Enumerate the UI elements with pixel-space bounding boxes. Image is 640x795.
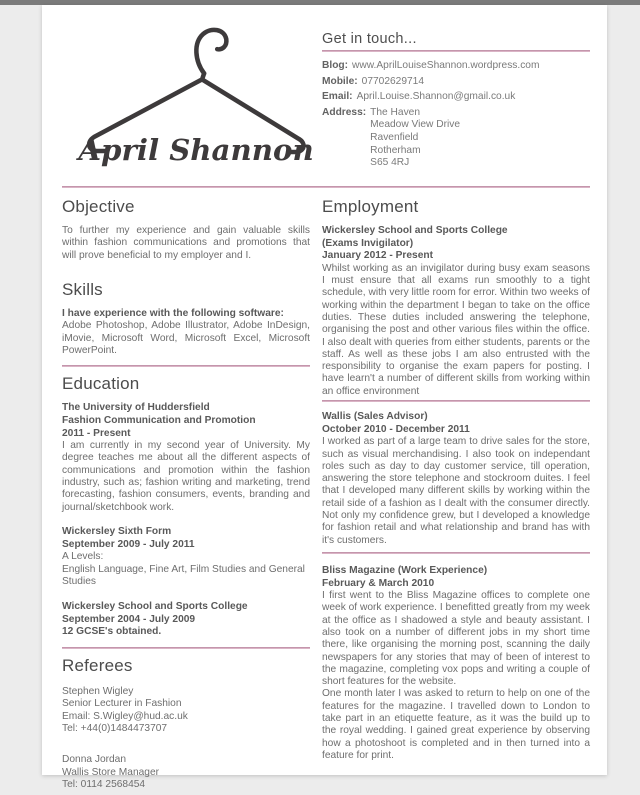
blog-link[interactable]: www.AprilLouiseShannon.wordpress.com xyxy=(352,60,540,71)
contact-heading-underline xyxy=(322,50,590,52)
skills-list: Adobe Photoshop, Adobe Illustrator, Adobe InDesign, iMovie, Microsoft Word, Microsoft Excel, Microsoft PowerPoint. xyxy=(62,320,310,357)
address-line: The Haven xyxy=(370,106,421,118)
email-label: Email: xyxy=(322,91,353,103)
mobile-value: 07702629714 xyxy=(361,75,424,87)
employment-job xyxy=(322,225,590,398)
education-institution: The University of Huddersfield xyxy=(62,402,210,414)
education-alevels-list: English Language, Fine Art, Film Studies and General Studies xyxy=(62,563,305,588)
education-entry xyxy=(62,601,310,639)
job-dates: October 2010 - December 2011 xyxy=(322,423,470,435)
address-line: Ravenfield xyxy=(370,131,419,143)
contact-row-blog xyxy=(322,60,590,73)
referee-name: Stephen Wigley xyxy=(62,685,134,697)
skills-education-divider xyxy=(62,365,310,367)
education-heading: Education xyxy=(62,374,140,394)
education-dates: September 2004 - July 2009 xyxy=(62,613,196,625)
referee-entry xyxy=(62,686,310,736)
skills-heading: Skills xyxy=(62,279,103,299)
referee-name: Donna Jordan xyxy=(62,754,127,766)
education-dates: 2011 - Present xyxy=(62,427,131,439)
education-entry xyxy=(62,402,310,514)
coat-hanger-logo xyxy=(66,11,318,169)
referee-entry xyxy=(62,754,310,792)
address-lines xyxy=(370,107,460,170)
contact-section xyxy=(322,31,590,173)
address-line: Rotherham xyxy=(370,144,421,156)
job-description: Whilst working as an invigilator during busy exam seasons I must ensure that all exams run smoothly to a tight schedule, with very little room for error. Within two weeks of working within the department I began to take on the office duties. These duties included answering the telephone, organising the post and other various files within the office. I also dealt with queries from either students, parents or the staff. As well as these jobs I am also entrusted with the responsibility to organise the exam papers for posting. I have learn't a number of different skills from working within an office environment xyxy=(322,262,590,397)
left-column xyxy=(62,197,310,792)
job-description-continued: One month later I was asked to return to help on one of the features for the magazine. I travelled down to London to take part in an etiquette feature, as it was the build up to the royal wedding. I gained great experience by observing how a photoshoot is completed and in then turned into a feature for print. xyxy=(322,688,590,761)
job-employer: Wallis (Sales Advisor) xyxy=(322,411,428,423)
employment-section xyxy=(322,197,590,762)
employment-heading: Employment xyxy=(322,197,419,216)
referee-email: Email: S.Wigley@hud.ac.uk xyxy=(62,710,188,722)
objective-text: To further my experience and gain valuable skills within fashion communications and promotions that will prove beneficial to my employer and I. xyxy=(62,225,310,261)
referee-phone: Tel: +44(0)1484473707 xyxy=(62,723,168,735)
skills-intro: I have experience with the following software: xyxy=(62,307,284,319)
cv-body xyxy=(62,188,590,792)
skills-section xyxy=(62,280,310,357)
address-line: S65 4RJ xyxy=(370,157,410,169)
right-column xyxy=(322,197,590,792)
education-dates: September 2009 - July 2011 xyxy=(62,538,195,550)
referee-role: Wallis Store Manager xyxy=(62,766,160,778)
education-institution: Wickersley School and Sports College xyxy=(62,600,248,612)
education-description: I am currently in my second year of University. My degree teaches me about all the different aspects of communications and promotion within the fashion industry, such as; fashion writing and marketing, trend forecasting, fashion consumers, events, branding and journal/sketchbook work. xyxy=(62,440,310,513)
referee-role: Senior Lecturer in Fashion xyxy=(62,698,182,710)
education-institution: Wickersley Sixth Form xyxy=(62,525,172,537)
address-line: Meadow View Drive xyxy=(370,119,461,131)
job-description: I first went to the Bliss Magazine offices to complete one week of work experience. I benefitted greatly from my week at the office as I shadowed a style and beauty assistant. I also took on a number of different jobs in my short time there, like organising the morning post, scanning the daily newspapers for any stories that may of been of interest to the magazine, completing vox pops and writing a couple of short features for the website. xyxy=(322,590,590,688)
hanger-hook-icon xyxy=(196,30,226,73)
job-dates: February & March 2010 xyxy=(322,577,435,589)
mobile-label: Mobile: xyxy=(322,75,358,87)
blog-label: Blog: xyxy=(322,60,349,71)
education-entry xyxy=(62,526,310,589)
contact-row-mobile xyxy=(322,76,590,89)
education-section xyxy=(62,374,310,638)
job-dates: January 2012 - Present xyxy=(322,250,433,262)
job-description: I worked as part of a large team to drive sales for the store, such as visual merchandising. I also took on independant roles such as day to day customer service, till operation, answering the store telephone and stockroom duites. I feel that I developed many different skills by working within the retail side of a fashion as I dealt with the consumer directly. Not only my confidence grew, but I developed a knowledge for fashion retail and what relationship and brand has with it's customers. xyxy=(322,436,590,546)
job-employer: Wickersley School and Sports College xyxy=(322,225,508,236)
employment-job xyxy=(322,411,590,547)
referees-heading: Referees xyxy=(62,655,133,675)
employment-job xyxy=(322,565,590,762)
logo-name-script: April Shannon xyxy=(78,133,314,168)
job-divider xyxy=(322,552,590,554)
education-result: 12 GCSE's obtained. xyxy=(62,626,162,638)
job-employer: Bliss Magazine (Work Experience) xyxy=(322,564,488,576)
education-alevels-label: A Levels: xyxy=(62,551,104,563)
objective-section xyxy=(62,197,310,262)
contact-heading: Get in touch... xyxy=(322,31,417,47)
contact-row-address xyxy=(322,107,590,170)
cv-header xyxy=(62,5,590,186)
email-link[interactable]: April.Louise.Shannon@gmail.co.uk xyxy=(356,91,516,103)
objective-heading: Objective xyxy=(62,197,135,216)
job-role: (Exams Invigilator) xyxy=(322,237,414,249)
job-divider xyxy=(322,400,590,402)
referees-section xyxy=(62,656,310,792)
contact-row-email xyxy=(322,91,590,104)
cv-page xyxy=(42,5,607,791)
address-label: Address: xyxy=(322,106,367,118)
education-referees-divider xyxy=(62,647,310,649)
education-course: Fashion Communication and Promotion xyxy=(62,414,256,426)
referee-phone: Tel: 0114 2568454 xyxy=(62,779,146,791)
